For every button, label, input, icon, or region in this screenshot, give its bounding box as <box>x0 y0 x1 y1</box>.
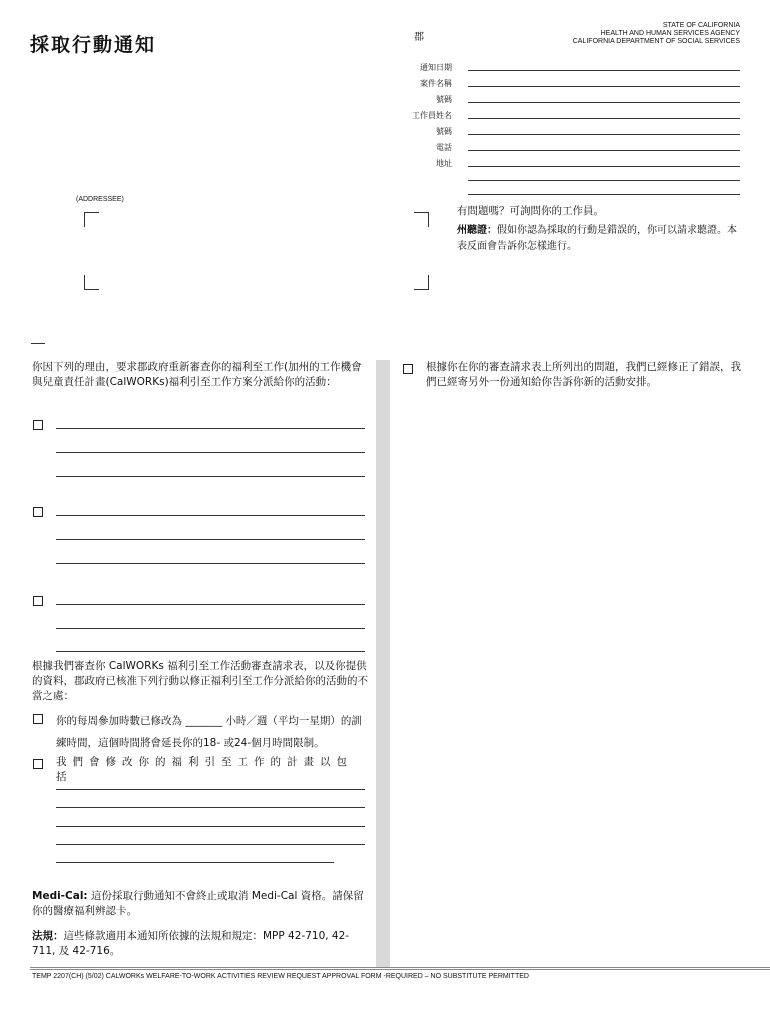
field-line-address[interactable] <box>468 166 740 167</box>
reason-2-line-2[interactable] <box>56 539 365 540</box>
law-note <box>32 929 368 959</box>
field-line-case-name[interactable] <box>468 86 740 87</box>
plan-option-text: 我們會修改你的福利引至工作的計畫以包括 <box>56 756 353 783</box>
state-hearing-note <box>457 223 742 255</box>
field-line-worker-name[interactable] <box>468 118 740 119</box>
hours-option-text: 你的每周參加時數已修改為 _______ 小時／週（平均一星期）的訓練時間，這個時間將會延長你的18- 或24-個月時間限制。 <box>56 715 362 749</box>
reason-checkbox-2[interactable] <box>33 507 43 517</box>
column-divider <box>376 360 390 968</box>
plan-line-1[interactable] <box>56 789 365 790</box>
field-label-case-name: 案件名稱 <box>420 79 452 88</box>
addressee-corner-bottom-left <box>84 275 99 290</box>
plan-line-3[interactable] <box>56 826 365 827</box>
reason-3-line-2[interactable] <box>56 628 365 629</box>
reason-3-line-1[interactable] <box>56 604 365 605</box>
agency-line-state: STATE OF CALIFORNIA <box>662 22 740 29</box>
addressee-corner-top-left <box>84 212 99 227</box>
field-line-phone[interactable] <box>468 150 740 151</box>
plan-option-checkbox[interactable] <box>33 759 43 769</box>
field-line-address-3[interactable] <box>468 194 740 195</box>
reason-3-line-3[interactable] <box>56 651 365 652</box>
law-text: 這些條款適用本通知所依據的法規和規定：MPP 42-710, 42-711, 及 42-716。 <box>32 930 350 957</box>
form-title: 採取行動通知 <box>30 34 157 56</box>
county-label: 郡 <box>414 32 424 43</box>
fold-mark <box>31 343 45 344</box>
correction-option-checkbox[interactable] <box>403 364 413 374</box>
agency-line-cdss: CALIFORNIA DEPARTMENT OF SOCIAL SERVICES <box>572 38 740 45</box>
field-line-worker-number[interactable] <box>468 134 740 135</box>
field-label-case-number: 號碼 <box>436 95 452 104</box>
addressee-corner-bottom-right <box>414 275 429 290</box>
reason-2-line-1[interactable] <box>56 515 365 516</box>
reason-1-line-2[interactable] <box>56 452 365 453</box>
hours-option-checkbox[interactable] <box>33 714 43 724</box>
medi-cal-text: 這份採取行動通知不會終止或取消 Medi-Cal 資格。請保留你的醫療福利辨認卡。 <box>32 890 364 917</box>
state-hearing-text: 假如你認為採取的行動是錯誤的，你可以請求聽證。本表反面會告訴你怎樣進行。 <box>457 225 737 252</box>
reason-checkbox-1[interactable] <box>33 420 43 430</box>
plan-line-2[interactable] <box>56 807 365 808</box>
agency-block <box>573 22 740 46</box>
plan-line-5[interactable] <box>56 862 334 863</box>
reason-1-line-3[interactable] <box>56 476 365 477</box>
field-line-case-number[interactable] <box>468 102 740 103</box>
decision-intro: 根據我們審查你 CalWORKs 福利引至工作活動審查請求表，以及你提供的資料，郡政府已核准下列行動以修正福利引至工作分派給你的活動的不當之處： <box>32 660 368 702</box>
plan-line-4[interactable] <box>56 844 365 845</box>
state-hearing-label: 州聽證： <box>457 225 497 236</box>
addressee-corner-top-right <box>414 212 429 227</box>
correction-option-text: 根據你在你的審查請求表上所列出的問題，我們已經修正了錯誤，我們已經寄另外一份通知給你告訴你新的活動安排。 <box>426 361 741 388</box>
field-label-worker-name: 工作員姓名 <box>412 111 452 120</box>
field-label-address: 地址 <box>436 159 452 168</box>
field-line-address-2[interactable] <box>468 180 740 181</box>
field-line-notice-date[interactable] <box>468 70 740 71</box>
footer-rule <box>30 967 770 970</box>
review-intro: 你因下列的理由，要求郡政府重新審查你的福利至工作(加州的工作機會與兒童責任計畫(CalWORKs)福利引至工作方案分派給你的活動： <box>32 361 362 388</box>
medi-cal-note <box>32 889 368 919</box>
law-label: 法規： <box>32 930 64 942</box>
questions-note: 有問題嗎？可詢問你的工作員。 <box>457 205 604 217</box>
field-label-phone: 電話 <box>436 143 452 152</box>
reason-checkbox-3[interactable] <box>33 596 43 606</box>
field-label-notice-date: 通知日期 <box>420 63 452 72</box>
form-footer: TEMP 2207(CH) (5/02) CALWORKs WELFARE-TO-WORK ACTIVITIES REVIEW REQUEST APPROVAL FORM -REQUIRED – NO SUBSTITUTE PERMITTED <box>32 973 529 980</box>
medi-cal-label: Medi-Cal: <box>32 890 88 902</box>
reason-1-line-1[interactable] <box>56 428 365 429</box>
field-label-worker-number: 號碼 <box>436 127 452 136</box>
reason-2-line-3[interactable] <box>56 563 365 564</box>
addressee-label: (ADDRESSEE) <box>76 196 124 203</box>
agency-line-hhs: HEALTH AND HUMAN SERVICES AGENCY <box>600 30 740 37</box>
